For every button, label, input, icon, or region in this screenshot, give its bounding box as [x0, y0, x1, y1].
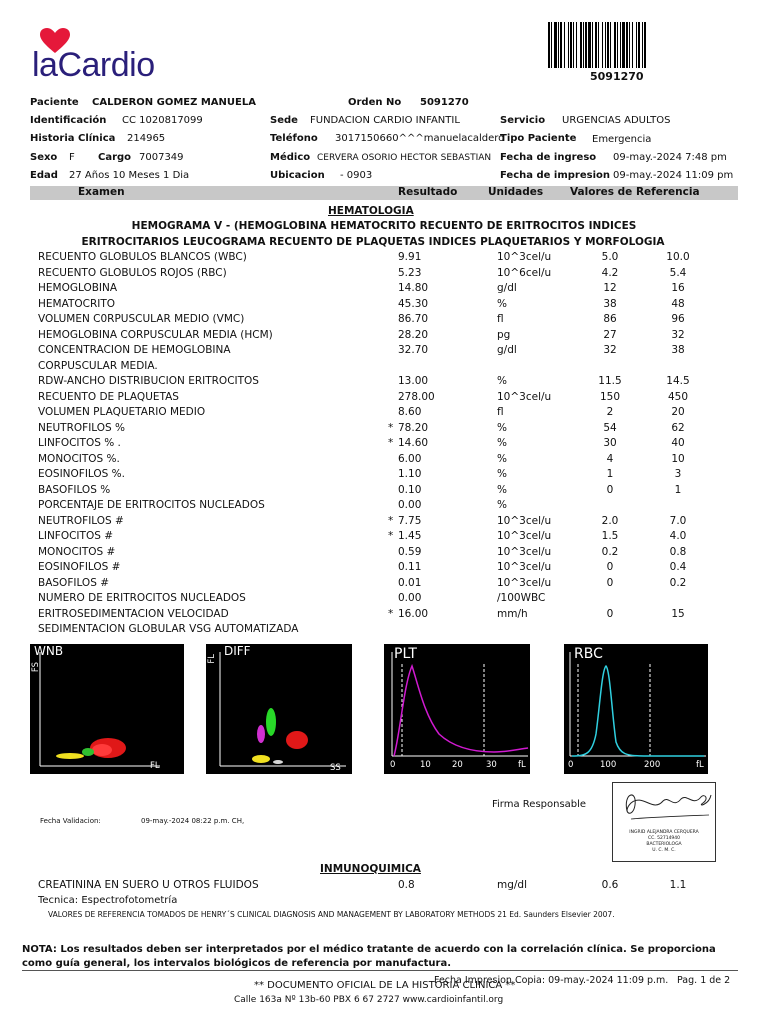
tipo-paciente-label: Tipo Paciente	[500, 133, 577, 144]
test-name: ERITROSEDIMENTACION VELOCIDAD	[38, 607, 229, 620]
ref-max: 48	[671, 297, 685, 310]
abnormal-flag: *	[388, 437, 394, 449]
test-name: NUMERO DE ERITROCITOS NUCLEADOS	[38, 592, 246, 604]
test-result: 28.20	[398, 328, 429, 341]
barcode-number: 5091270	[590, 70, 644, 83]
table-row	[0, 515, 768, 531]
brand-name: laCardio	[32, 46, 155, 84]
table-row	[0, 608, 768, 624]
test-result: 45.30	[398, 297, 429, 310]
test-unit: %	[497, 452, 507, 465]
test-unit: %	[497, 483, 507, 496]
table-row	[0, 577, 768, 593]
column-header-bar	[30, 186, 738, 200]
test-result: 6.00	[398, 452, 422, 465]
table-row	[0, 437, 768, 453]
ref-min: 12	[603, 282, 617, 294]
test-unit: 10^6cel/u	[497, 266, 552, 279]
test-result: 14.80	[398, 282, 429, 294]
ref-min: 5.0	[601, 251, 619, 263]
test-name: MONOCITOS #	[38, 545, 116, 558]
ref-min: 2	[606, 406, 614, 418]
sexo-label: Sexo	[30, 152, 58, 163]
test-name: RDW-ANCHO DISTRIBUCION ERITROCITOS	[38, 375, 259, 387]
test-unit: %	[497, 421, 507, 434]
test-name: CORPUSCULAR MEDIA.	[38, 359, 158, 372]
creatinina-unit: mg/dl	[497, 879, 528, 891]
test-unit: 10^3cel/u	[497, 390, 552, 403]
ref-min: 27	[603, 328, 617, 341]
ref-min: 38	[603, 297, 617, 310]
exam-title-line2: ERITROCITARIOS LEUCOGRAMA RECUENTO DE PLAQUETAS INDICES PLAQUETARIOS Y MORFOLOGIA	[81, 236, 665, 248]
plt-tick-0: 0	[390, 760, 396, 770]
ref-max: 38	[671, 344, 685, 356]
test-result: 14.60	[398, 437, 429, 449]
identificacion-label: Identificación	[30, 115, 107, 126]
ref-max: 7.0	[669, 514, 687, 527]
ref-max: 4.0	[669, 530, 687, 542]
signature-scribble	[613, 783, 717, 829]
table-row	[0, 360, 768, 376]
test-unit: g/dl	[497, 282, 517, 294]
sede-value: FUNDACION CARDIO INFANTIL	[310, 115, 460, 126]
diff-scatter	[206, 644, 352, 774]
test-result: 0.10	[398, 483, 422, 496]
ref-min: 86	[603, 313, 617, 325]
ref-max: 16	[671, 282, 685, 294]
table-row	[0, 282, 768, 298]
test-name: SEDIMENTACION GLOBULAR VSG AUTOMATIZADA	[38, 623, 299, 635]
table-row	[0, 422, 768, 438]
ref-min: 1.5	[601, 530, 619, 542]
test-name: HEMOGLOBINA	[38, 282, 118, 294]
plt-tick-2: 20	[452, 760, 463, 770]
test-name: VOLUMEN PLAQUETARIO MEDIO	[38, 406, 206, 418]
test-name: BASOFILOS #	[38, 576, 109, 589]
test-result: 9.91	[398, 251, 422, 263]
test-result: 0.01	[398, 576, 422, 589]
medico-value: CERVERA OSORIO HECTOR SEBASTIAN	[317, 153, 492, 163]
edad-value: 27 Años 10 Meses 1 Dia	[69, 170, 190, 181]
tecnica: Tecnica: Espectrofotometría	[38, 895, 178, 906]
ref-min: 30	[603, 437, 617, 449]
table-row	[0, 406, 768, 422]
ref-max: 0.4	[669, 561, 687, 573]
test-result: 8.60	[398, 406, 422, 418]
test-result: 278.00	[398, 390, 435, 403]
ref-max: 96	[671, 313, 685, 325]
ref-min: 0	[606, 561, 614, 573]
edad-label: Edad	[30, 170, 58, 181]
table-row	[0, 561, 768, 577]
table-row	[0, 391, 768, 407]
referencia-note: VALORES DE REFERENCIA TOMADOS DE HENRY´S CLINICAL DIAGNOSIS AND MANAGEMENT BY LABORATORY METHODS 21 Ed. Saunders Elsevier 2007.	[48, 910, 615, 919]
orden-value: 5091270	[420, 97, 469, 108]
ref-min: 32	[603, 344, 617, 356]
test-name: PORCENTAJE DE ERITROCITOS NUCLEADOS	[38, 499, 265, 511]
ref-min: 54	[603, 421, 617, 434]
ref-max: 0.2	[669, 576, 687, 589]
test-result: 78.20	[398, 421, 429, 434]
ref-min: 4.2	[601, 266, 619, 279]
ref-max: 20	[671, 406, 685, 418]
signature-inst: U. C. M. C.	[652, 848, 676, 853]
signature-cc: CC. 52714940	[647, 836, 681, 841]
table-row	[0, 592, 768, 608]
section-inmunoquimica: INMUNOQUIMICA	[320, 863, 421, 875]
cargo-label: Cargo	[98, 152, 132, 163]
abnormal-flag: *	[388, 421, 394, 434]
ref-min: 0.2	[601, 545, 619, 558]
diff-y-axis: FL	[207, 654, 217, 664]
ref-min: 11.5	[598, 375, 622, 387]
test-name: HEMATOCRITO	[38, 297, 116, 310]
table-row	[0, 344, 768, 360]
wnb-y-axis: FS	[31, 662, 41, 673]
test-name: RECUENTO DE PLAQUETAS	[38, 390, 179, 403]
footer-page: Pag. 1 de 2	[677, 975, 731, 986]
divider	[22, 970, 738, 971]
ref-max: 3	[674, 468, 682, 480]
test-unit: %	[497, 375, 507, 387]
test-name: BASOFILOS %	[38, 483, 111, 496]
ref-max: 62	[671, 421, 685, 434]
test-unit: 10^3cel/u	[497, 561, 552, 573]
test-name: RECUENTO GLOBULOS BLANCOS (WBC)	[38, 251, 247, 263]
table-row	[0, 267, 768, 283]
test-name: RECUENTO GLOBULOS ROJOS (RBC)	[38, 266, 227, 279]
ref-min: 150	[599, 390, 621, 403]
rbc-tick-1: 100	[600, 760, 617, 770]
lacardio-logo	[30, 28, 210, 88]
test-unit: %	[497, 499, 507, 511]
rbc-label: RBC	[574, 646, 603, 662]
ref-min: 4	[606, 452, 614, 465]
paciente-label: Paciente	[30, 97, 79, 108]
ubicacion-value: - 0903	[340, 170, 373, 181]
test-name: EOSINOFILOS #	[38, 561, 121, 573]
footer-official: ** DOCUMENTO OFICIAL DE LA HISTORIA CLINICA **	[254, 980, 516, 991]
rbc-tick-3: fL	[696, 760, 704, 770]
plt-tick-1: 10	[420, 760, 431, 770]
section-hematologia: HEMATOLOGIA	[328, 205, 414, 217]
rbc-tick-2: 200	[644, 760, 661, 770]
table-row	[0, 530, 768, 546]
ref-max: 5.4	[669, 266, 687, 279]
test-unit: %	[497, 437, 507, 449]
ref-max: 15	[671, 607, 685, 620]
ref-min: 0	[606, 607, 614, 620]
test-unit: 10^3cel/u	[497, 514, 552, 527]
rbc-tick-0: 0	[568, 760, 574, 770]
table-row	[0, 251, 768, 267]
creatinina-max: 1.1	[669, 879, 687, 891]
diff-x-axis: SS	[330, 763, 341, 773]
wnb-x-axis: FL	[150, 761, 160, 771]
plt-tick-4: fL	[518, 760, 526, 770]
test-result: 16.00	[398, 607, 429, 620]
test-unit: 10^3cel/u	[497, 545, 552, 558]
footer-copy-date: Fecha Impresion Copia: 09-may.-2024 11:09 p.m.	[434, 975, 669, 986]
fecha-ingreso-label: Fecha de ingreso	[500, 152, 597, 163]
telefono-label: Teléfono	[270, 133, 318, 144]
test-unit: /100WBC	[497, 592, 546, 604]
test-unit: fl	[497, 406, 504, 418]
test-unit: %	[497, 297, 507, 310]
test-result: 0.00	[398, 499, 422, 511]
table-row	[0, 313, 768, 329]
cargo-value: 7007349	[139, 152, 184, 163]
table-row	[0, 298, 768, 314]
paciente-value: CALDERON GOMEZ MANUELA	[92, 97, 256, 108]
test-result: 1.10	[398, 468, 422, 480]
test-name: HEMOGLOBINA CORPUSCULAR MEDIA (HCM)	[38, 328, 273, 341]
test-result: 7.75	[398, 514, 422, 527]
plt-histogram	[384, 644, 530, 774]
telefono-value: 3017150660^^^manuelacaldero	[335, 133, 505, 144]
creatinina-result: 0.8	[398, 879, 415, 891]
creatinina-min: 0.6	[601, 879, 619, 891]
plt-tick-3: 30	[486, 760, 497, 770]
test-name: LINFOCITOS % .	[38, 437, 121, 449]
exam-title-line1: HEMOGRAMA V - (HEMOGLOBINA HEMATOCRITO RECUENTO DE ERITROCITOS INDICES	[131, 220, 637, 232]
ref-min: 0	[606, 576, 614, 589]
rbc-histogram	[564, 644, 708, 774]
fecha-impresion-value: 09-may.-2024 11:09 pm	[613, 170, 734, 181]
test-name: NEUTROFILOS %	[38, 421, 126, 434]
ref-min: 0	[606, 483, 614, 496]
identificacion-value: CC 1020817099	[122, 115, 203, 126]
test-name: VOLUMEN C0RPUSCULAR MEDIO (VMC)	[38, 313, 245, 325]
table-row	[0, 546, 768, 562]
validacion-value: 09-may.-2024 08:22 p.m. CH,	[141, 817, 245, 825]
ref-min: 1	[606, 468, 614, 480]
medico-label: Médico	[270, 152, 311, 163]
ref-max: 10	[671, 452, 685, 465]
test-unit: pg	[497, 328, 511, 341]
tipo-paciente-value: Emergencia	[592, 134, 652, 145]
test-result: 1.45	[398, 530, 422, 542]
historia-value: 214965	[127, 133, 166, 144]
abnormal-flag: *	[388, 607, 394, 620]
orden-label: Orden No	[348, 97, 402, 108]
table-row	[0, 468, 768, 484]
ref-max: 40	[671, 437, 685, 449]
test-result: 0.00	[398, 592, 422, 604]
table-row	[0, 453, 768, 469]
test-unit: 10^3cel/u	[497, 251, 552, 263]
validacion-label: Fecha Validacion:	[40, 817, 101, 825]
abnormal-flag: *	[388, 514, 394, 527]
abnormal-flag: *	[388, 530, 394, 542]
barcode	[548, 22, 740, 68]
test-name: MONOCITOS %.	[38, 452, 120, 465]
ref-min: 2.0	[601, 514, 619, 527]
servicio-value: URGENCIAS ADULTOS	[562, 115, 671, 126]
test-result: 13.00	[398, 375, 429, 387]
table-row	[0, 375, 768, 391]
ref-max: 14.5	[666, 375, 690, 387]
test-name: NEUTROFILOS #	[38, 514, 124, 527]
test-name: LINFOCITOS #	[38, 530, 114, 542]
sede-label: Sede	[270, 115, 298, 126]
historia-label: Historia Clínica	[30, 133, 116, 144]
col-unidades: Unidades	[488, 186, 544, 198]
ubicacion-label: Ubicacion	[270, 170, 325, 181]
test-unit: 10^3cel/u	[497, 576, 552, 589]
test-result: 86.70	[398, 313, 429, 325]
nota-text: NOTA: Los resultados deben ser interpretados por el médico tratante de acuerdo con la correlación clínica. Se proporciona como guía general, los intervalos biológicos de referencia por manufactura.	[22, 944, 716, 969]
footer-address: Calle 163a Nº 13b-60 PBX 6 67 2727 www.cardioinfantil.org	[234, 995, 504, 1005]
test-unit: fl	[497, 313, 504, 325]
ref-max: 10.0	[666, 251, 690, 263]
signature-title: BACTERIOLOGA	[646, 842, 682, 847]
col-resultado: Resultado	[398, 186, 458, 198]
ref-max: 450	[667, 390, 689, 403]
table-row	[0, 484, 768, 500]
fecha-ingreso-value: 09-may.-2024 7:48 pm	[613, 152, 727, 163]
test-unit: g/dl	[497, 344, 517, 356]
col-referencia: Valores de Referencia	[570, 186, 700, 198]
diff-label: DIFF	[224, 644, 251, 658]
test-unit: %	[497, 468, 507, 480]
signature-name: INGRID ALEJANDRA CERQUERA	[629, 830, 699, 835]
test-result: 32.70	[398, 344, 429, 356]
fecha-impresion-label: Fecha de impresion	[500, 170, 610, 181]
firma-label: Firma Responsable	[492, 799, 587, 810]
test-result: 0.11	[398, 561, 422, 573]
servicio-label: Servicio	[500, 115, 546, 126]
wnb-scatter	[30, 644, 184, 774]
test-unit: mm/h	[497, 607, 528, 620]
ref-max: 0.8	[669, 545, 687, 558]
test-result: 0.59	[398, 545, 422, 558]
test-unit: 10^3cel/u	[497, 530, 552, 542]
ref-max: 1	[674, 483, 682, 496]
test-name: CONCENTRACION DE HEMOGLOBINA	[38, 344, 231, 356]
signature-box	[612, 782, 716, 862]
wnb-label: WNB	[34, 644, 64, 658]
test-name: EOSINOFILOS %.	[38, 468, 125, 480]
table-row	[0, 623, 768, 639]
sexo-value: F	[69, 152, 75, 163]
test-result: 5.23	[398, 266, 422, 279]
plt-label: PLT	[394, 646, 417, 662]
creatinina-name: CREATININA EN SUERO U OTROS FLUIDOS	[38, 879, 259, 891]
table-row	[0, 499, 768, 515]
ref-max: 32	[671, 328, 685, 341]
col-examen: Examen	[78, 186, 125, 198]
table-row	[0, 329, 768, 345]
